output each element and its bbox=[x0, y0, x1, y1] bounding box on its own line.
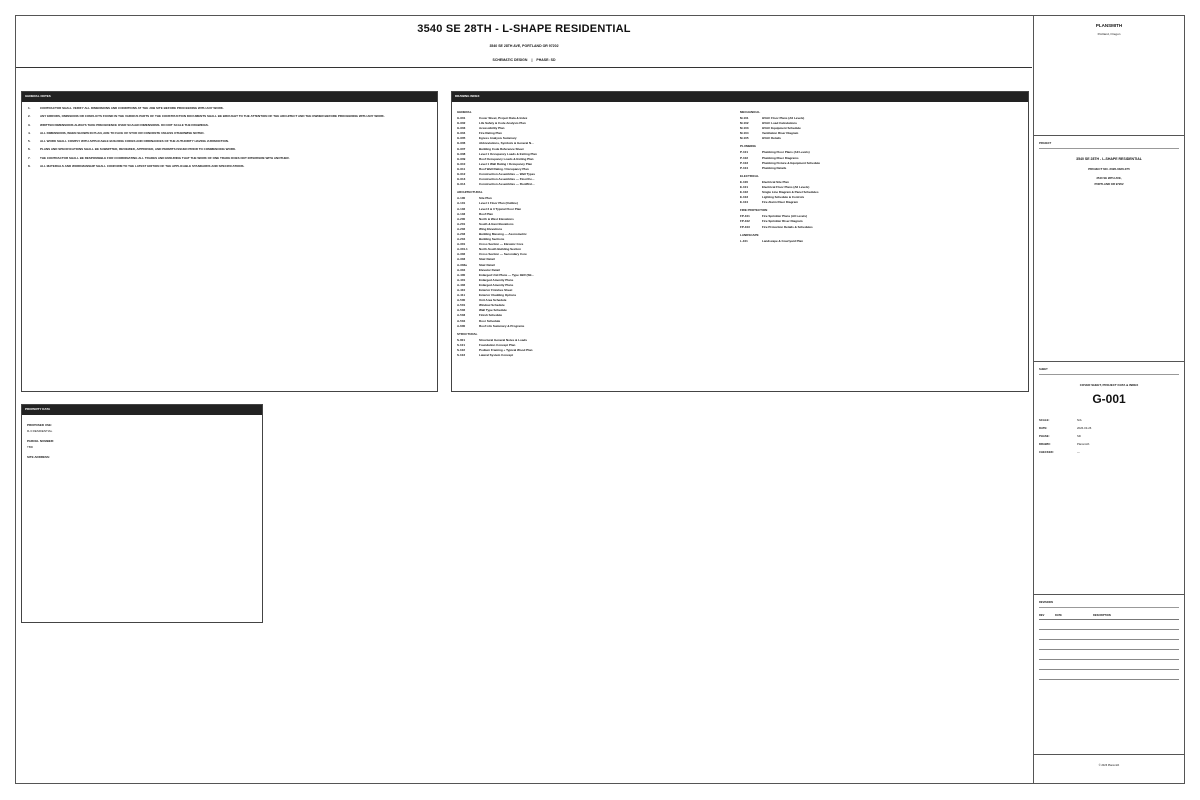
drawing-index-heading: DRAWING INDEX bbox=[452, 92, 1028, 102]
sheet-name: Plumbing Floor Plans (All Levels) bbox=[762, 150, 810, 155]
project-street: 3540 SE 28TH AVE, bbox=[1096, 176, 1122, 180]
sheet-name: HVAC Floor Plans (All Levels) bbox=[762, 116, 805, 120]
sheet-name: South & East Elevations bbox=[479, 221, 514, 226]
sheet-name: Lighting Schedule & Controls bbox=[762, 195, 805, 200]
meta-row bbox=[1039, 424, 1179, 432]
sheet-name: Fire Rating Plan bbox=[479, 131, 502, 136]
note-number: 8. bbox=[28, 164, 31, 169]
discipline-heading: STRUCTURAL bbox=[457, 331, 478, 336]
project-address bbox=[1039, 176, 1179, 187]
sheet-label: SHEET bbox=[1039, 368, 1179, 375]
sheet-id: G-002 bbox=[457, 121, 466, 126]
meta-row bbox=[1039, 448, 1179, 456]
meta-value: — bbox=[1077, 450, 1080, 454]
sheet-id: S-101 bbox=[457, 342, 466, 347]
sheet-name: Level 2 & 3 Typical Floor Plan bbox=[479, 206, 522, 211]
sheet-id: E-102 bbox=[740, 190, 749, 195]
property-label: PARCEL NUMBER: bbox=[27, 439, 55, 443]
revision-row bbox=[1039, 660, 1179, 670]
property-value: TBD bbox=[27, 445, 33, 449]
rev-column-header: REV bbox=[1039, 614, 1045, 617]
sheet-id: A-201 bbox=[457, 221, 466, 226]
sheet-name: Building Massing — Axonometric bbox=[479, 231, 527, 236]
discipline-heading: GENERAL bbox=[457, 110, 472, 114]
sheet-id: M-103 bbox=[740, 126, 749, 131]
index-row bbox=[457, 182, 740, 187]
sheet-name: Life Safety & Code Analysis Plan bbox=[479, 121, 526, 126]
sheet-name: Enlarged Unit Plans — Type 1BR (SE... bbox=[479, 272, 534, 277]
general-notes-list bbox=[22, 102, 437, 178]
sheet-address: 3540 SE 28TH AVE, PORTLAND OR 97202 bbox=[489, 44, 559, 48]
project-name: 3540 SE 28TH - L-SHAPE RESIDENTIAL bbox=[1076, 157, 1142, 161]
phase-description: SCHEMATIC DESIGN bbox=[492, 58, 528, 62]
sheet-name: Level 1 Occupancy Loads & Exiting Plan bbox=[479, 151, 537, 156]
sheet-name: Door Schedule bbox=[479, 318, 501, 323]
sheet-name: Elevator Detail bbox=[479, 267, 500, 272]
sheet-name: Plumbing Fixture & Equipment Schedule bbox=[762, 160, 821, 165]
discipline-heading: LANDSCAPE bbox=[740, 232, 759, 237]
sheet-id: A-400 bbox=[457, 272, 466, 277]
firm-location: Portland, Oregon bbox=[1097, 32, 1121, 36]
sheet-id: FP-102 bbox=[740, 219, 750, 224]
drawing-index-column-left bbox=[457, 107, 740, 358]
property-data-body bbox=[22, 415, 262, 475]
meta-row bbox=[1039, 440, 1179, 448]
index-row bbox=[740, 200, 1023, 205]
sheet-name: Ventilation Riser Diagram bbox=[762, 131, 799, 136]
note-number: 3. bbox=[28, 122, 31, 127]
sheet-name: Lateral System Concept bbox=[479, 353, 514, 358]
sheet-id: A-102 bbox=[457, 206, 466, 211]
sheet-name: Fire Protection Details & Schedules bbox=[762, 224, 813, 229]
sheet-name: Foundation Concept Plan bbox=[479, 342, 516, 347]
sheet-name: Level 1 Floor Plan (Outline) bbox=[479, 201, 518, 206]
meta-value: SD bbox=[1077, 434, 1081, 438]
copyright: © 2026 Plansmith bbox=[1098, 764, 1120, 767]
sheet-name: Wall Type Schedule bbox=[479, 308, 507, 313]
sheet-id: E-103 bbox=[740, 195, 749, 200]
sheet-id: A-503 bbox=[457, 313, 466, 318]
sheet-id: A-101 bbox=[457, 201, 466, 206]
note-text: THE CONTRACTOR SHALL BE RESPONSIBLE FOR COORDINATING ALL TRADES AND ENSURING THAT THE WORK OF ONE TRADE DOES NOT INTERFERE WITH ANOTHER. bbox=[40, 155, 290, 160]
sheet-name: Landscape & Courtyard Plan bbox=[762, 238, 804, 243]
sheet-name: Building Sections bbox=[479, 237, 505, 242]
property-value: R-3 RESIDENTIAL bbox=[27, 429, 53, 433]
sheet-id: E-101 bbox=[740, 184, 749, 189]
sheet-id: A-203 bbox=[457, 231, 466, 236]
sheet-name: HVAC Details bbox=[762, 136, 781, 141]
property-value bbox=[27, 461, 257, 464]
sheet-id: P-101 bbox=[740, 150, 749, 155]
revision-row bbox=[1039, 640, 1179, 650]
sheet-id: A-402 bbox=[457, 282, 466, 287]
sheet-name: Stair Detail bbox=[479, 262, 495, 267]
drawing-index-column-right bbox=[740, 107, 1023, 358]
sheet-name: North-South Building Section bbox=[479, 247, 521, 252]
sheet-id: A-202 bbox=[457, 226, 466, 231]
sheet-header bbox=[16, 16, 1032, 68]
sheet-name: Egress Analysis Summary bbox=[479, 136, 517, 141]
sheet-id: A-504 bbox=[457, 318, 466, 323]
sheet-name: Roof Wall Rating / Occupancy Plan bbox=[479, 166, 529, 171]
sheet-id: A-303 bbox=[457, 257, 466, 262]
sheet-name: Construction Assemblies — Floor/Ce... bbox=[479, 177, 535, 182]
sheet-name: Finish Schedule bbox=[479, 313, 503, 318]
sheet-id: A-100 bbox=[457, 196, 466, 201]
sheet-name: Structural General Notes & Loads bbox=[479, 337, 528, 342]
property-data-heading: PROPERTY DATA bbox=[22, 405, 262, 415]
sheet-name: Wing Elevations bbox=[479, 226, 503, 231]
sheet-id: G-011 bbox=[457, 166, 466, 171]
sheet-name: Electrical Floor Plans (All Levels) bbox=[762, 184, 810, 189]
sheet-id: E-104 bbox=[740, 200, 749, 205]
note-number: 7. bbox=[28, 155, 31, 160]
note-number: 6. bbox=[28, 147, 31, 152]
revision-row bbox=[1039, 630, 1179, 640]
sheet-name: North & West Elevations bbox=[479, 216, 514, 221]
sheet-name: Roof Life Summary & Programs bbox=[479, 323, 525, 328]
sheet-id: A-301.1 bbox=[457, 247, 468, 252]
sheet-id: S-102 bbox=[457, 347, 466, 352]
note-text: PLANS AND SPECIFICATIONS SHALL BE SUBMITTED, REVIEWED, APPROVED, AND PERMITS ISSUED PRIOR TO COMMENCING WORK. bbox=[40, 147, 237, 152]
project-city: PORTLAND OR 97202 bbox=[1094, 181, 1124, 186]
project-section bbox=[1034, 136, 1184, 362]
discipline-heading: PLUMBING bbox=[740, 144, 756, 149]
sheet-name: Roof Plan bbox=[479, 211, 493, 216]
meta-value: 2026-03-26 bbox=[1077, 426, 1092, 430]
note-item bbox=[28, 115, 431, 118]
sheet-name: Electrical Site Plan bbox=[762, 179, 789, 184]
sheet-name: Unit Area Schedule bbox=[479, 298, 507, 303]
sheet-name: Cross Section — Elevator Core bbox=[479, 242, 524, 247]
sheet-name: Exterior Cladding Options bbox=[479, 293, 517, 298]
date-column-header: DATE bbox=[1055, 614, 1062, 617]
title-block bbox=[1033, 16, 1184, 783]
note-item bbox=[28, 157, 431, 160]
meta-row bbox=[1039, 416, 1179, 424]
sheet-name: Fire Sprinkler Riser Diagram bbox=[762, 219, 803, 224]
sheet-name: Abbreviations, Symbols & General N... bbox=[479, 141, 534, 146]
index-row bbox=[457, 353, 740, 358]
note-text: ALL MATERIALS AND WORKMANSHIP SHALL CONFORM TO THE LATEST EDITION OF THE APPLICABLE STANDARDS AND SPECIFICATIONS. bbox=[40, 164, 245, 169]
sheet-name: Single Line Diagram & Panel Schedules bbox=[762, 190, 819, 195]
sheet-name: Roof Occupancy Loads & Exiting Plan bbox=[479, 156, 534, 161]
sheet-id: G-006 bbox=[457, 141, 466, 146]
phase-code: PHASE: SD bbox=[536, 58, 556, 62]
meta-key: PHASE: bbox=[1039, 434, 1050, 438]
note-item bbox=[28, 132, 431, 135]
sheet-name: HVAC Load Calculations bbox=[762, 121, 797, 126]
sheet-name: Cross Section — Secondary Core bbox=[479, 252, 527, 257]
note-item bbox=[28, 148, 431, 151]
sheet-id: G-012 bbox=[457, 172, 466, 177]
sheet-name: Building Code Reference Sheet bbox=[479, 146, 524, 151]
sheet-id: G-014 bbox=[457, 182, 466, 187]
meta-value: N/A bbox=[1077, 418, 1082, 422]
sheet-title: 3540 SE 28TH - L-SHAPE RESIDENTIAL bbox=[417, 23, 631, 35]
sheet-id: A-303a bbox=[457, 262, 467, 267]
general-notes-heading: GENERAL NOTES bbox=[22, 92, 437, 102]
note-number: 5. bbox=[28, 139, 31, 144]
note-text: ANY ERRORS, OMISSIONS OR CONFLICTS FOUND IN THE VARIOUS PARTS OF THE CONSTRUCTION DOCUMENTS SHALL BE BROUGHT TO THE ATTENTION OF THE ARCHITECT AND THE OWNER BEFORE PROCEEDING WITH ANY WORK. bbox=[40, 114, 385, 119]
sheet-name: Level 1 Wall Rating / Occupancy Plan bbox=[479, 161, 533, 166]
sheet-id: A-411 bbox=[457, 293, 466, 298]
sheet-id: L-101 bbox=[740, 238, 748, 243]
drawing-index-panel bbox=[451, 91, 1029, 392]
sheet-name: Window Schedule bbox=[479, 303, 505, 308]
sheet-name: Construction Assemblies — Wall Types bbox=[479, 172, 536, 177]
sheet-name: Cover Sheet, Project Data & Index bbox=[479, 116, 528, 120]
note-item bbox=[28, 140, 431, 143]
property-label: PROPOSED USE: bbox=[27, 423, 53, 427]
revision-row bbox=[1039, 650, 1179, 660]
sheet-id: A-103 bbox=[457, 211, 466, 216]
discipline-heading: MECHANICAL bbox=[740, 110, 761, 114]
discipline-heading: FIRE PROTECTION bbox=[740, 208, 768, 213]
sheet-name: COVER SHEET, PROJECT DATA & INDEX bbox=[1079, 383, 1139, 387]
sheet-id: M-104 bbox=[740, 131, 749, 136]
sheet-name: Accessibility Plan bbox=[479, 126, 505, 131]
meta-key: SCALE: bbox=[1039, 418, 1050, 422]
sheet-id: A-302 bbox=[457, 252, 466, 257]
discipline-heading: ELECTRICAL bbox=[740, 173, 759, 178]
sheet-phase bbox=[16, 58, 1032, 62]
sheet-id: G-010 bbox=[457, 161, 466, 166]
sheet-id: P-102 bbox=[740, 155, 749, 160]
revisions-label: REVISIONS bbox=[1039, 601, 1179, 608]
note-number: 2. bbox=[28, 114, 31, 119]
sheet-id: A-401 bbox=[457, 277, 466, 282]
sheet-name: Podium Framing + Typical Wood Plan bbox=[479, 347, 533, 352]
sheet-id: G-008 bbox=[457, 151, 466, 156]
note-item bbox=[28, 124, 431, 127]
sheet-id: P-104 bbox=[740, 165, 749, 170]
note-text: ALL DIMENSIONS, WHEN SHOWN IN PLAN, ARE TO FACE OF STUD OR CONCRETE UNLESS OTHERWISE NOTED. bbox=[40, 130, 205, 135]
sheet-number: G-001 bbox=[1092, 392, 1126, 406]
sheet-id: A-600 bbox=[457, 323, 466, 328]
project-label: PROJECT bbox=[1039, 142, 1179, 149]
sheet-id: G-004 bbox=[457, 131, 466, 136]
property-data-panel bbox=[21, 404, 263, 623]
sheet-name: Construction Assemblies — Roof/Ext... bbox=[479, 182, 535, 187]
sheet-id: M-101 bbox=[740, 116, 749, 120]
sheet-id: G-013 bbox=[457, 177, 466, 182]
meta-value: Plansmith bbox=[1077, 442, 1090, 446]
sheet-id: FP-101 bbox=[740, 214, 750, 219]
sheet-section bbox=[1034, 362, 1184, 595]
sheet-id: A-204 bbox=[457, 237, 466, 242]
sheet-name: Fire Alarm Riser Diagram bbox=[762, 200, 798, 205]
meta-key: DATE: bbox=[1039, 426, 1048, 430]
note-text: ALL WORK SHALL COMPLY WITH APPLICABLE BUILDING CODES AND ORDINANCES OF THE AUTHORITY HAVING JURISDICTION. bbox=[40, 139, 229, 144]
index-row bbox=[740, 239, 1023, 244]
sheet-name: Stair Detail bbox=[479, 257, 495, 262]
sheet-id: A-410 bbox=[457, 288, 466, 292]
sheet-id: G-007 bbox=[457, 146, 466, 151]
revisions-section bbox=[1034, 595, 1184, 755]
sheet-meta bbox=[1039, 416, 1179, 456]
meta-key: CHECKED: bbox=[1039, 450, 1054, 454]
meta-key: DRAWN: bbox=[1039, 442, 1051, 446]
note-item bbox=[28, 165, 431, 168]
sheet-id: G-001 bbox=[457, 116, 466, 120]
index-row bbox=[740, 225, 1023, 230]
sheet-name: Enlarged Amenity Plans bbox=[479, 277, 514, 282]
firm-name: PLANSMITH bbox=[1095, 23, 1123, 28]
sheet-id: A-502 bbox=[457, 308, 466, 313]
general-notes-panel bbox=[21, 91, 438, 392]
sheet-name: HVAC Equipment Schedule bbox=[762, 126, 801, 131]
index-row bbox=[457, 324, 740, 329]
sheet-id: E-100 bbox=[740, 179, 749, 184]
sheet-id: A-500 bbox=[457, 298, 466, 303]
note-number: 1. bbox=[28, 106, 31, 110]
sheet-id: G-005 bbox=[457, 136, 466, 141]
sheet-id: FP-103 bbox=[740, 224, 750, 229]
sheet-id: S-103 bbox=[457, 353, 466, 358]
sheet-name: Exterior Finishes Sheet bbox=[479, 288, 513, 292]
sheet-id: M-105 bbox=[740, 136, 749, 141]
note-text: WRITTEN DIMENSIONS ALWAYS TAKE PRECEDENCE OVER SCALED DIMENSIONS. DO NOT SCALE THE DRAWINGS. bbox=[40, 122, 209, 127]
drawing-area bbox=[16, 16, 1032, 783]
revision-row bbox=[1039, 670, 1179, 680]
sheet-id: S-001 bbox=[457, 337, 466, 342]
firm-section bbox=[1034, 16, 1184, 136]
revision-row bbox=[1039, 620, 1179, 630]
sheet-id: G-009 bbox=[457, 156, 466, 161]
sheet-name: Plumbing Details bbox=[762, 165, 787, 170]
project-number: PROJECT NO. 2026-0326-075 bbox=[1088, 167, 1130, 171]
discipline-heading: ARCHITECTURAL bbox=[457, 190, 483, 195]
sheet-id: A-501 bbox=[457, 303, 466, 308]
note-item bbox=[28, 107, 431, 110]
note-number: 4. bbox=[28, 130, 31, 135]
sheet-id: G-003 bbox=[457, 126, 466, 131]
note-text: CONTRACTOR SHALL VERIFY ALL DIMENSIONS AND CONDITIONS AT THE JOB SITE BEFORE PROCEEDING WITH ANY WORK. bbox=[40, 106, 224, 110]
sheet-name: Fire Sprinkler Plans (All Levels) bbox=[762, 214, 808, 219]
phase-separator: | bbox=[531, 58, 533, 62]
sheet-id: M-102 bbox=[740, 121, 749, 126]
sheet-id: A-200 bbox=[457, 216, 466, 221]
sheet-name: Plumbing Riser Diagrams bbox=[762, 155, 799, 160]
sheet-id: A-301 bbox=[457, 242, 466, 247]
property-label: SITE ADDRESS: bbox=[27, 455, 51, 459]
description-column-header: DESCRIPTION bbox=[1093, 614, 1111, 617]
index-row bbox=[740, 166, 1023, 171]
sheet-id: P-103 bbox=[740, 160, 749, 165]
sheet-name: Enlarged Amenity Plans bbox=[479, 282, 514, 287]
sheet-name: Site Plan bbox=[479, 196, 492, 201]
meta-row bbox=[1039, 432, 1179, 440]
index-row bbox=[740, 136, 1023, 141]
sheet-id: A-304 bbox=[457, 267, 466, 272]
